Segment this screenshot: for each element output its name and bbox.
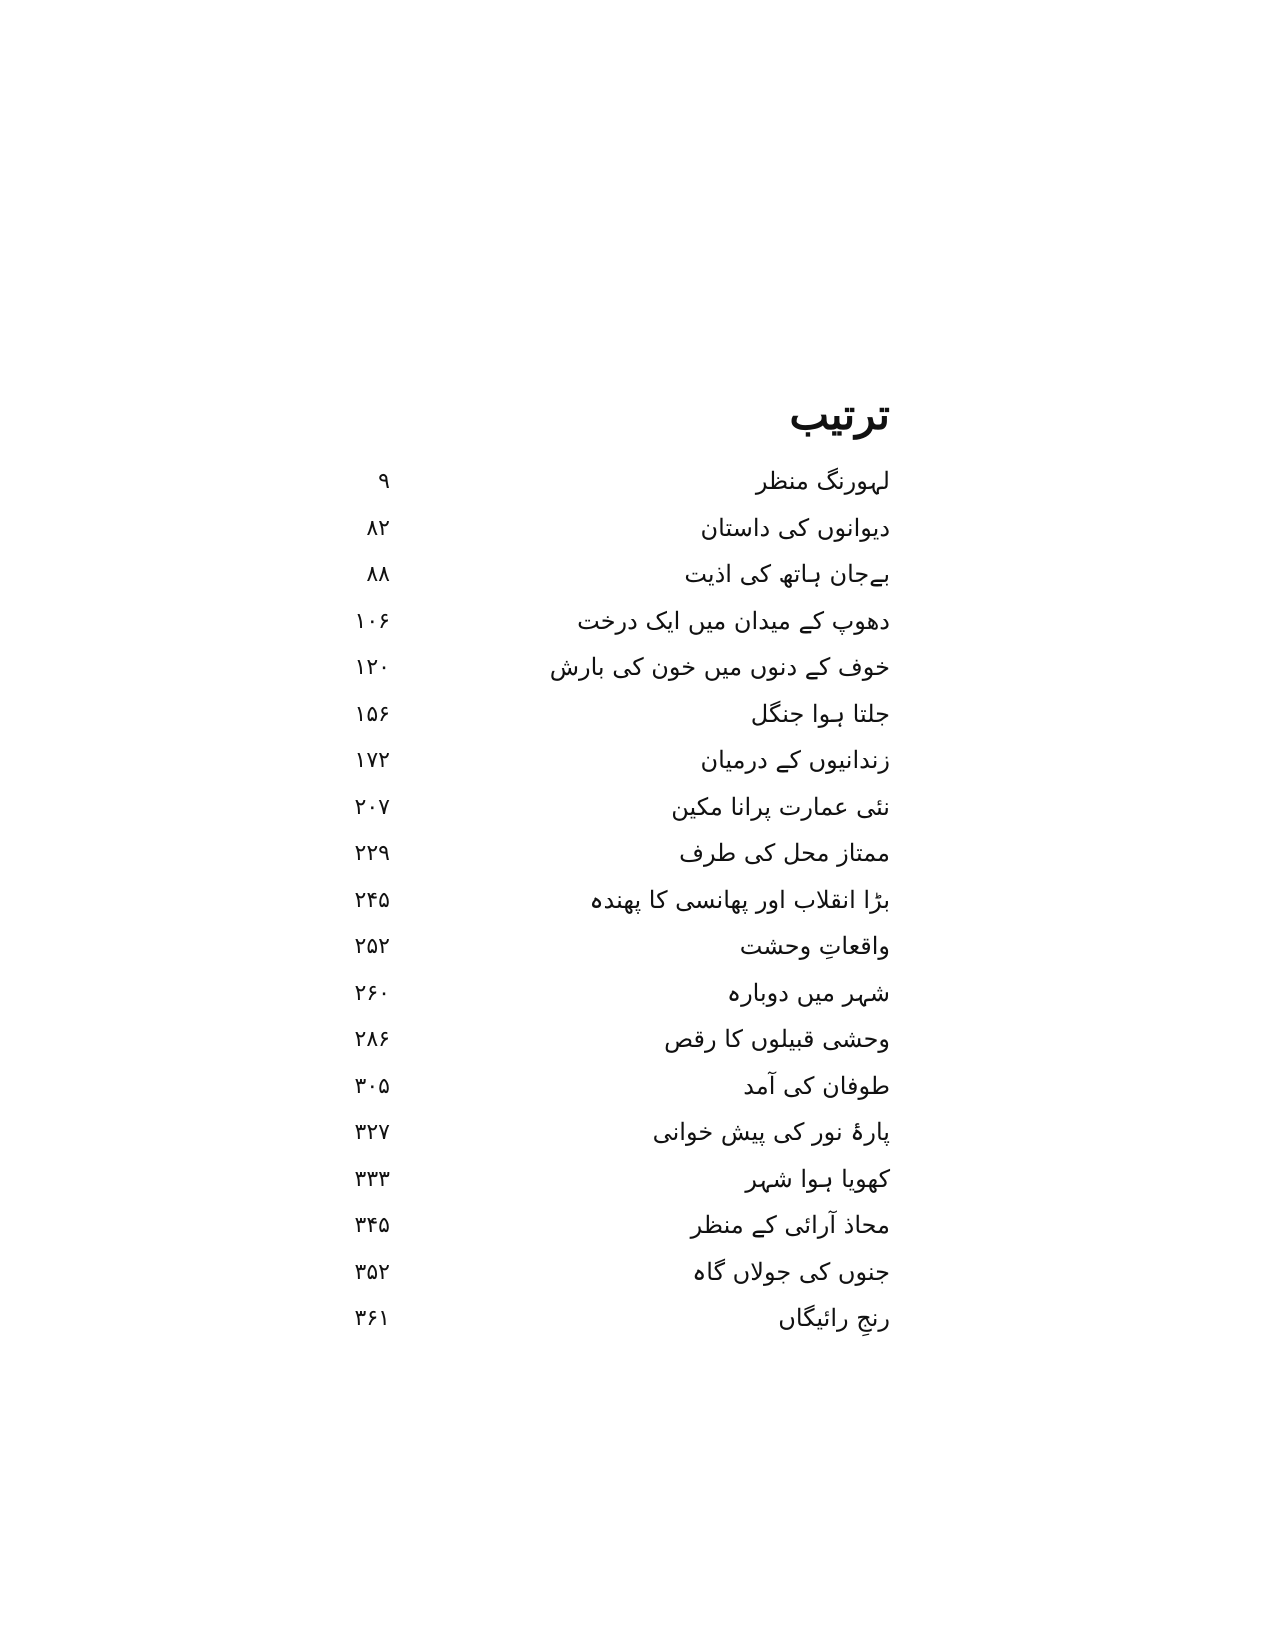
toc-entry bbox=[330, 924, 890, 971]
toc-entry-page: ۲۶۰ bbox=[354, 980, 390, 1006]
toc-entry bbox=[330, 1250, 890, 1297]
table-of-contents bbox=[330, 385, 890, 1343]
toc-entry-page: ۲۸۶ bbox=[354, 1027, 390, 1052]
toc-entry bbox=[330, 1203, 890, 1250]
toc-entry-page: ۳۲۷ bbox=[354, 1120, 390, 1145]
toc-entry-title: شہر میں دوبارہ bbox=[727, 978, 890, 1007]
toc-entry-title: زندانیوں کے درمیان bbox=[700, 746, 890, 774]
toc-entry-page: ۱۷۲ bbox=[354, 748, 390, 773]
toc-entry bbox=[330, 552, 890, 599]
toc-entry-title: دھوپ کے میدان میں ایک درخت bbox=[577, 606, 890, 635]
toc-entry-page: ۱۲۰ bbox=[354, 655, 390, 680]
toc-entry-title: ممتاز محل کی طرف bbox=[679, 839, 890, 867]
toc-entry bbox=[330, 1064, 890, 1111]
toc-list bbox=[330, 459, 890, 1343]
toc-entry bbox=[330, 692, 890, 739]
toc-entry-title: خوف کے دنوں میں خون کی بارش bbox=[549, 653, 890, 681]
toc-entry-page: ۳۰۵ bbox=[354, 1073, 390, 1099]
toc-entry-page: ۳۵۲ bbox=[354, 1259, 390, 1285]
toc-entry-title: پارۂ نور کی پیش خوانی bbox=[652, 1118, 890, 1146]
toc-entry-title: بےجان ہاتھ کی اذیت bbox=[684, 560, 890, 588]
toc-entry-page: ۱۰۶ bbox=[354, 608, 390, 634]
toc-entry-title: جنوں کی جولاں گاہ bbox=[692, 1257, 890, 1286]
toc-entry-title: جلتا ہوا جنگل bbox=[750, 699, 890, 728]
toc-entry-title: وحشی قبیلوں کا رقص bbox=[664, 1025, 890, 1053]
toc-entry bbox=[330, 645, 890, 692]
toc-entry bbox=[330, 1017, 890, 1064]
toc-entry-page: ۸۸ bbox=[366, 562, 390, 587]
toc-entry bbox=[330, 506, 890, 553]
toc-entry-page: ۸۲ bbox=[366, 515, 390, 541]
toc-entry-title: نئی عمارت پرانا مکین bbox=[671, 792, 890, 821]
toc-entry-page: ۹ bbox=[378, 469, 390, 494]
toc-entry bbox=[330, 1110, 890, 1157]
toc-entry-page: ۲۵۲ bbox=[354, 934, 390, 959]
toc-entry bbox=[330, 831, 890, 878]
toc-entry-title: بڑا انقلاب اور پھانسی کا پھندہ bbox=[589, 885, 890, 914]
toc-entry-page: ۳۳۳ bbox=[354, 1166, 390, 1192]
toc-entry-title: طوفان کی آمد bbox=[743, 1071, 890, 1100]
toc-entry-title: کھویا ہوا شہر bbox=[745, 1164, 890, 1193]
toc-entry-title: رنجِ رائیگاں bbox=[778, 1304, 890, 1332]
toc-entry-page: ۲۴۵ bbox=[354, 887, 390, 913]
toc-entry-page: ۱۵۶ bbox=[354, 701, 390, 727]
toc-entry bbox=[330, 1157, 890, 1204]
toc-entry-title: دیوانوں کی داستان bbox=[700, 513, 890, 542]
toc-entry bbox=[330, 878, 890, 925]
toc-entry-title: واقعاتِ وحشت bbox=[739, 932, 890, 960]
toc-entry bbox=[330, 738, 890, 785]
toc-entry bbox=[330, 599, 890, 646]
toc-entry-page: ۲۰۷ bbox=[354, 794, 390, 820]
toc-heading: ترتیب bbox=[789, 390, 890, 439]
toc-entry-page: ۳۴۵ bbox=[354, 1213, 390, 1238]
toc-entry bbox=[330, 459, 890, 506]
toc-entry bbox=[330, 785, 890, 832]
toc-entry-title: محاذ آرائی کے منظر bbox=[690, 1211, 890, 1239]
toc-entry-title: لہورنگ منظر bbox=[755, 467, 890, 495]
toc-entry-page: ۲۲۹ bbox=[354, 841, 390, 866]
toc-entry bbox=[330, 971, 890, 1018]
toc-entry-page: ۳۶۱ bbox=[354, 1306, 390, 1331]
toc-entry bbox=[330, 1296, 890, 1343]
